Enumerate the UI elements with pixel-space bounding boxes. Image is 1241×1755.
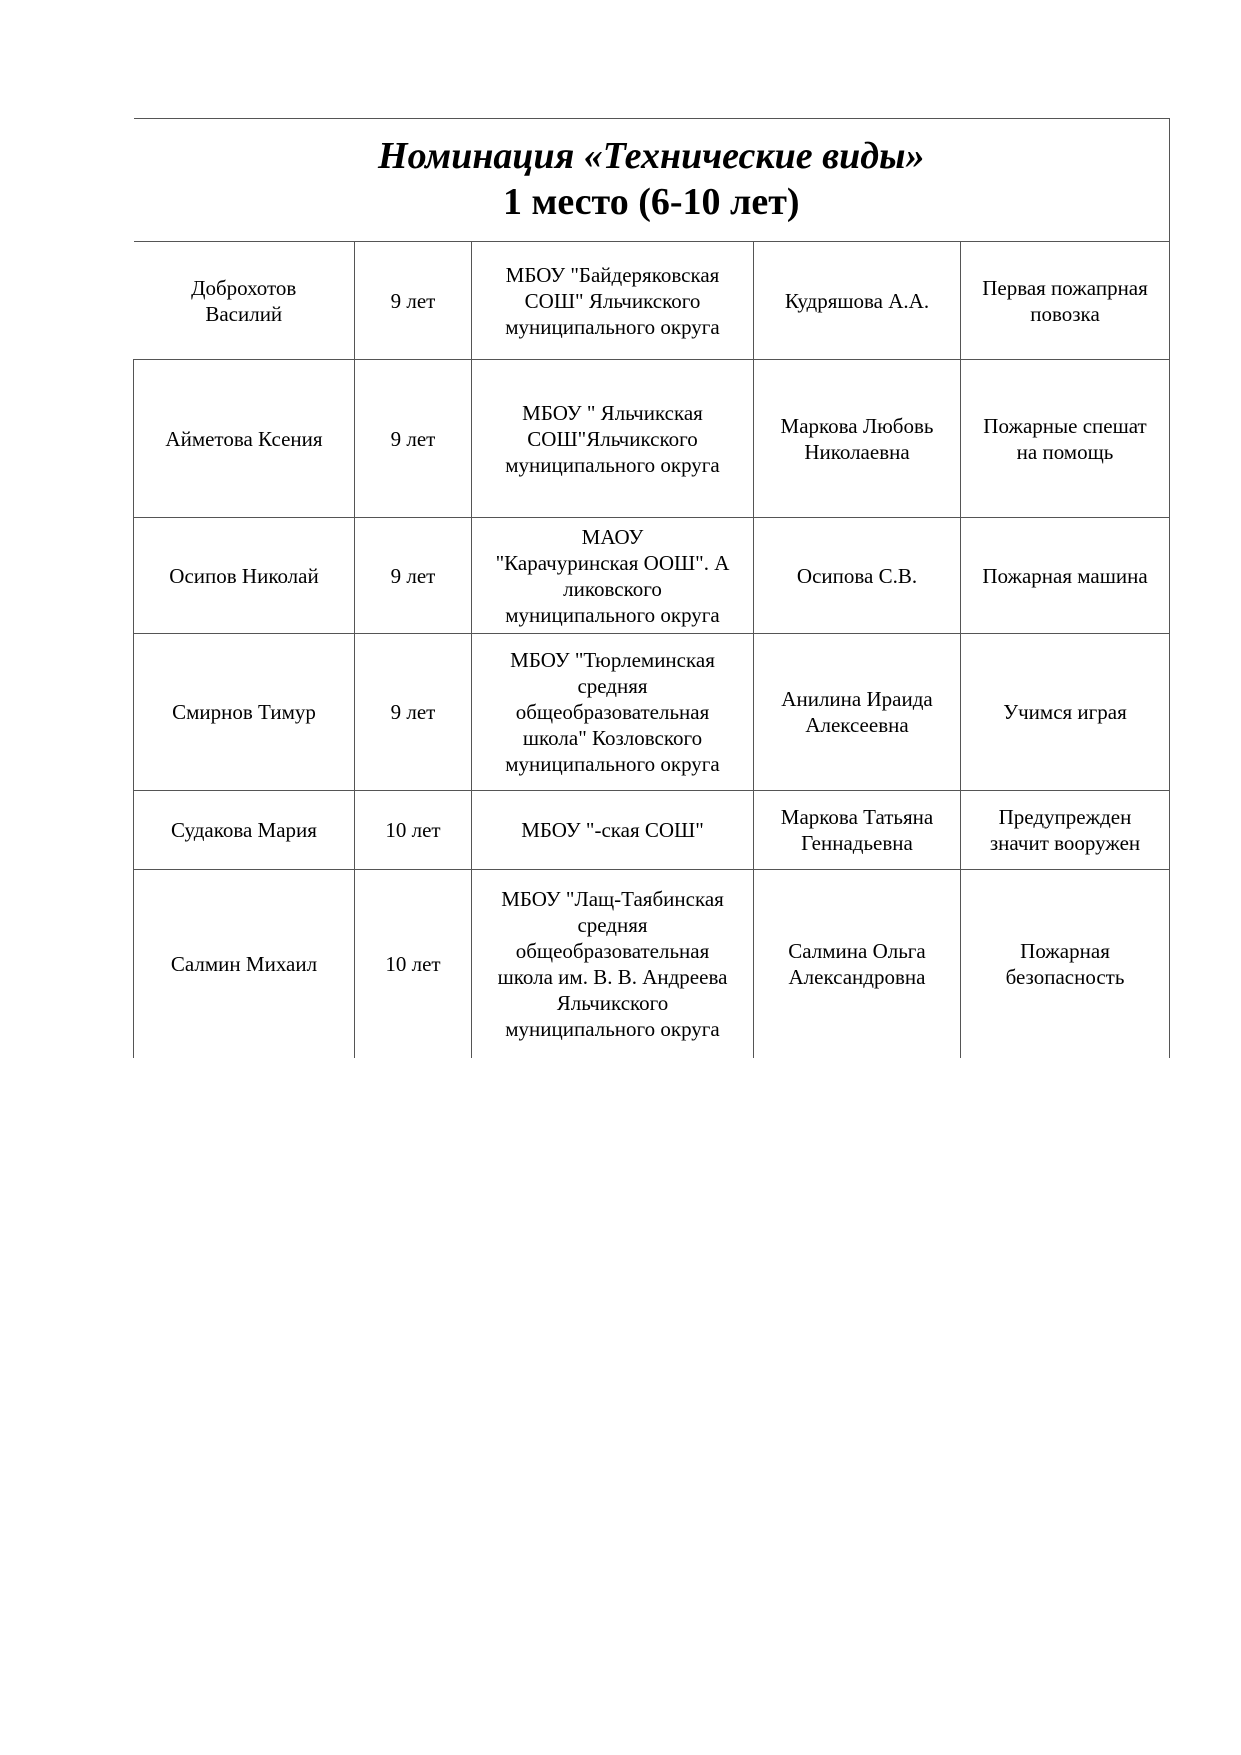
table-row xyxy=(134,242,1170,360)
participant-age: 10 лет xyxy=(355,870,472,1058)
participant-name: Салмин Михаил xyxy=(134,870,355,1058)
participant-teacher: Анилина Ираида Алексеевна xyxy=(754,634,961,791)
results-table xyxy=(133,118,1170,1058)
participant-school: МБОУ "-ская СОШ" xyxy=(472,791,754,870)
participant-name: Доброхотов Василий xyxy=(134,242,355,360)
participant-work: Пожарная машина xyxy=(961,518,1170,634)
participant-work: Предупрежден значит вооружен xyxy=(961,791,1170,870)
table-row xyxy=(134,360,1170,518)
participant-teacher: Кудряшова А.А. xyxy=(754,242,961,360)
participant-work: Учимся играя xyxy=(961,634,1170,791)
table-row xyxy=(134,870,1170,1058)
participant-school: МБОУ "Байдеряковская СОШ" Яльчикского муниципального округа xyxy=(472,242,754,360)
participant-teacher: Салмина Ольга Александровна xyxy=(754,870,961,1058)
participant-teacher: Осипова С.В. xyxy=(754,518,961,634)
table-row xyxy=(134,634,1170,791)
participant-name: Смирнов Тимур xyxy=(134,634,355,791)
participant-age: 9 лет xyxy=(355,360,472,518)
nomination-title: Номинация «Технические виды» xyxy=(378,135,925,177)
table-row xyxy=(134,791,1170,870)
participant-age: 10 лет xyxy=(355,791,472,870)
participant-name: Айметова Ксения xyxy=(134,360,355,518)
participant-school: МБОУ "Лащ-Таябинская средняя общеобразовательная школа им. В. В. Андреева Яльчикского муниципального округа xyxy=(472,870,754,1058)
participant-name: Судакова Мария xyxy=(134,791,355,870)
participant-work: Пожарная безопасность xyxy=(961,870,1170,1058)
participant-work: Первая пожапрная повозка xyxy=(961,242,1170,360)
participant-school: МБОУ "Тюрлеминская средняя общеобразовательная школа" Козловского муниципального округа xyxy=(472,634,754,791)
participant-name: Осипов Николай xyxy=(134,518,355,634)
place-title: 1 место (6-10 лет) xyxy=(502,181,800,223)
table-header-row xyxy=(134,119,1170,242)
participant-teacher: Маркова Любовь Николаевна xyxy=(754,360,961,518)
table-title-cell xyxy=(134,119,1170,242)
participant-age: 9 лет xyxy=(355,634,472,791)
participant-work: Пожарные спешат на помощь xyxy=(961,360,1170,518)
table-row xyxy=(134,518,1170,634)
participant-school: МАОУ "Карачуринская ООШ". А ликовского муниципального округа xyxy=(472,518,754,634)
participant-school: МБОУ " Яльчикская СОШ"Яльчикского муниципального округа xyxy=(472,360,754,518)
participant-age: 9 лет xyxy=(355,242,472,360)
participant-age: 9 лет xyxy=(355,518,472,634)
participant-teacher: Маркова Татьяна Геннадьевна xyxy=(754,791,961,870)
